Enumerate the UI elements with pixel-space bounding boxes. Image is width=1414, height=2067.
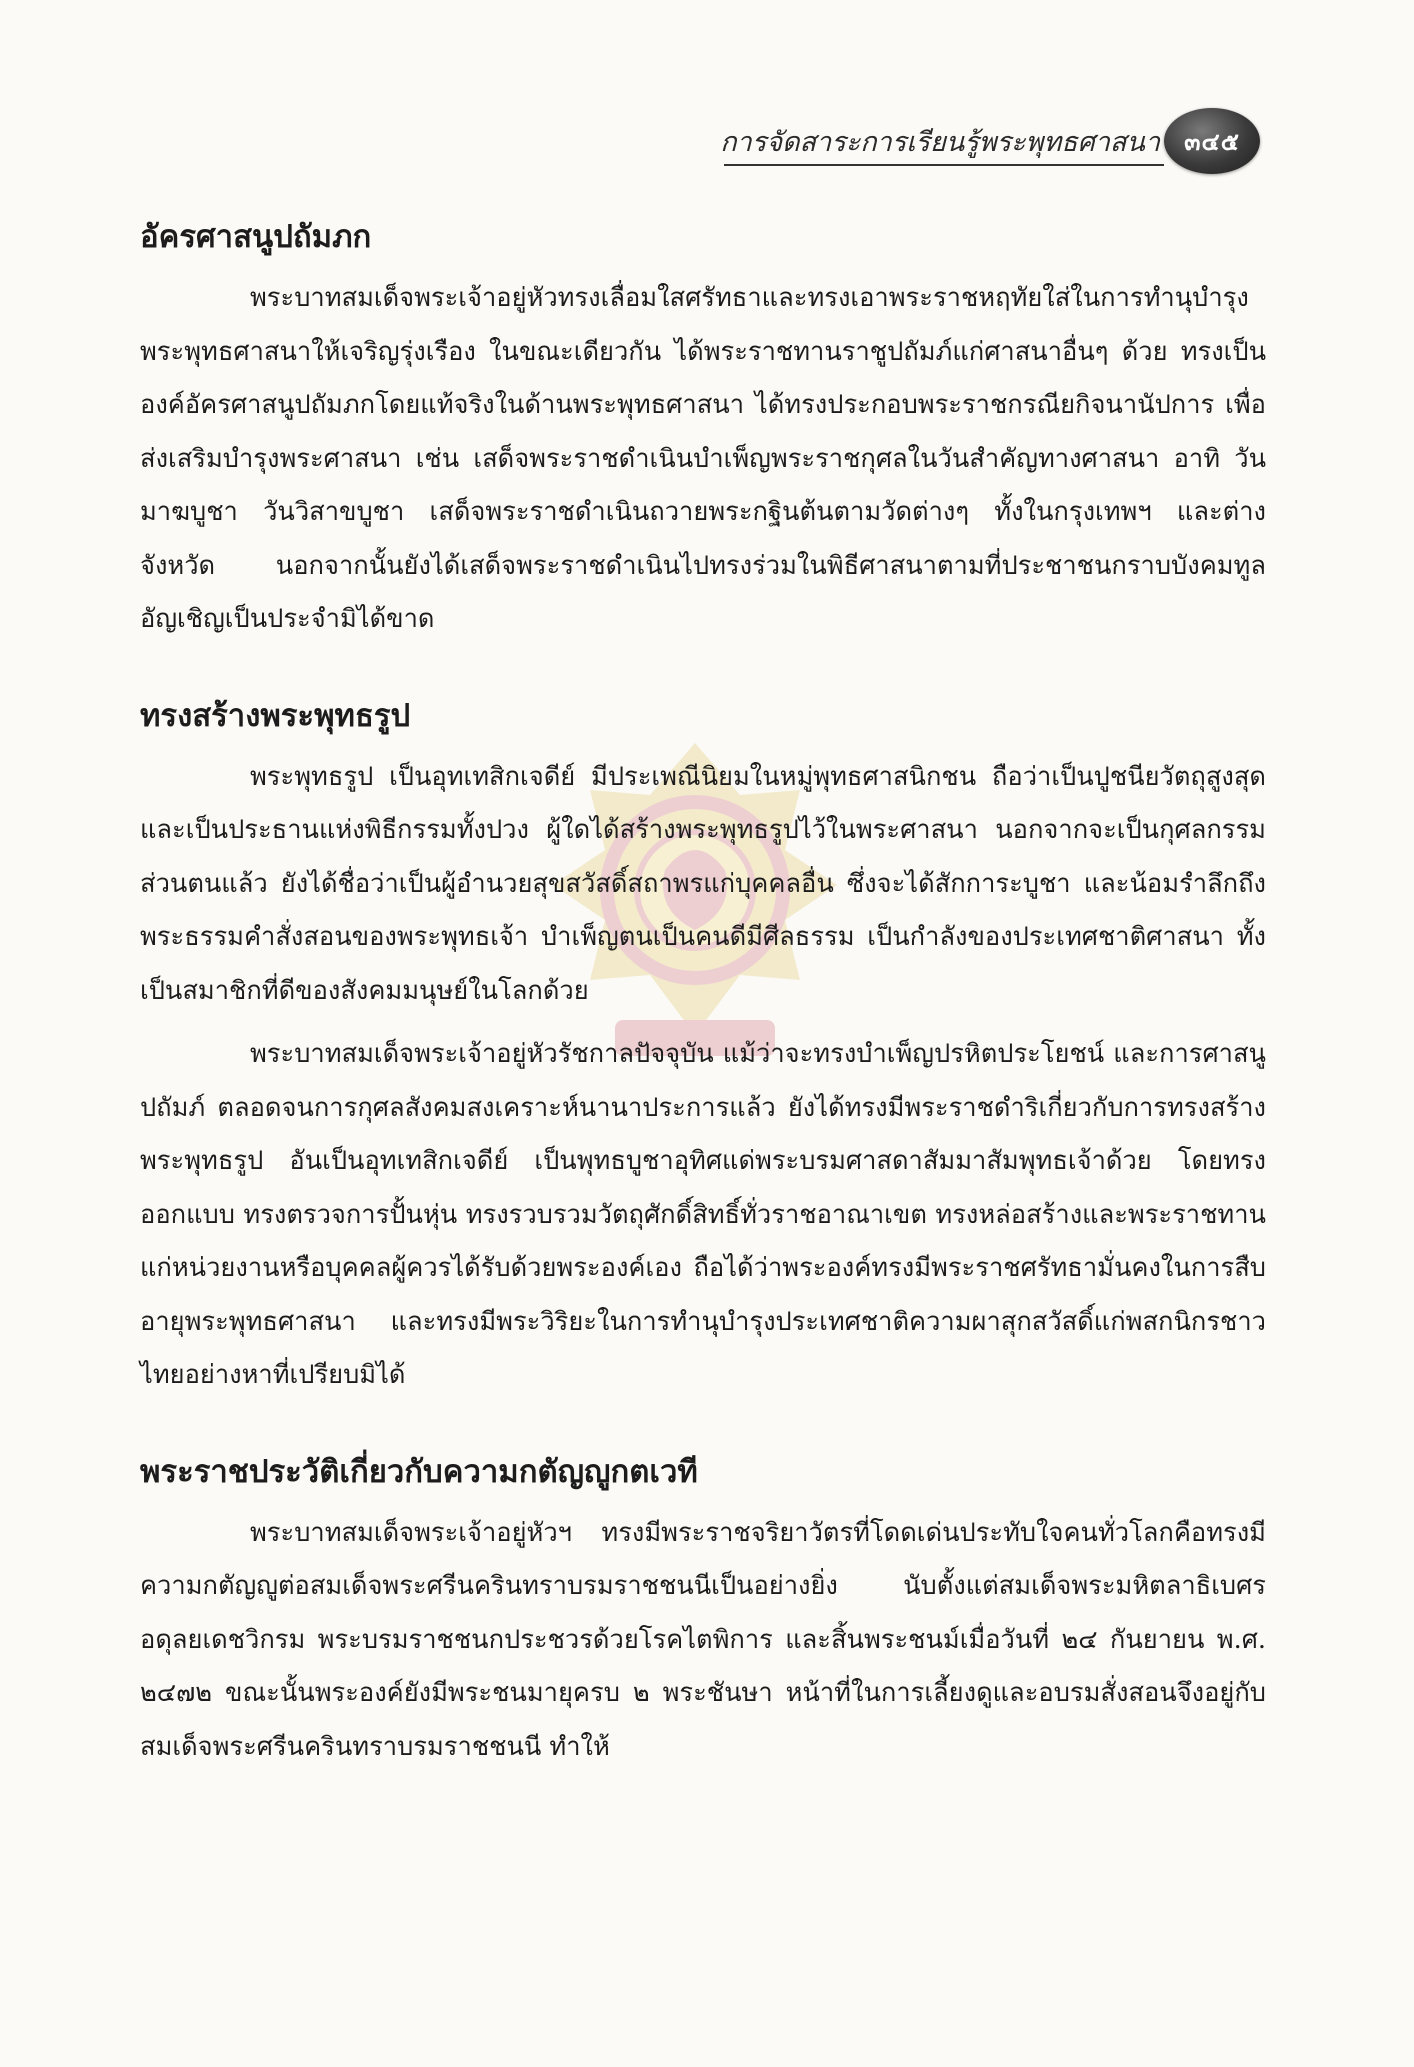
paragraph: พระพุทธรูป เป็นอุทเทสิกเจดีย์ มีประเพณีนิยมในหมู่พุทธศาสนิกชน ถือว่าเป็นปูชนียวัตถุสูงสุด และเป็นประธานแห่งพิธีกรรมทั้งปวง ผู้ใดได้สร้างพระพุทธรูปไว้ในพระศาสนา นอกจากจะเป็นกุศลกรรมส่วนตนแล้ว ยังได้ชื่อว่าเป็นผู้อำนวยสุขสวัสดิ์สถาพรแก่บุคคลอื่น ซึ่งจะได้สักการะบูชา และน้อมรำลึกถึงพระธรรมคำสั่งสอนของพระพุทธเจ้า บำเพ็ญตนเป็นคนดีมีศีลธรรม เป็นกำลังของประเทศชาติศาสนา ทั้งเป็นสมาชิกที่ดีของสังคมมนุษย์ในโลกด้วย bbox=[140, 761, 1266, 1006]
paragraph: พระบาทสมเด็จพระเจ้าอยู่หัวทรงเลื่อมใสศรัทธาและทรงเอาพระราชหฤทัยใส่ในการทำนุบำรุงพระพุทธศาสนาให้เจริญรุ่งเรือง ในขณะเดียวกัน ได้พระราชทานราชูปถัมภ์แก่ศาสนาอื่นๆ ด้วย ทรงเป็นองค์อัครศาสนูปถัมภกโดยแท้จริงในด้านพระพุทธศาสนา ได้ทรงประกอบพระราชกรณียกิจนานัปการ เพื่อส่งเสริมบำรุงพระศาสนา เช่น เสด็จพระราชดำเนินบำเพ็ญพระราชกุศลในวันสำคัญทางศาสนา อาทิ วันมาฆบูชา วันวิสาขบูชา เสด็จพระราชดำเนินถวายพระกฐินต้นตามวัดต่างๆ ทั้งในกรุงเทพฯ และต่างจังหวัด นอกจากนั้นยังได้เสด็จพระราชดำเนินไปทรงร่วมในพิธีศาสนาตามที่ประชาชนกราบบังคมทูลอัญเชิญเป็นประจำมิได้ขาด bbox=[140, 283, 1266, 634]
header-rule bbox=[724, 164, 1164, 166]
page-number-badge bbox=[1164, 108, 1260, 174]
paragraph: พระบาทสมเด็จพระเจ้าอยู่หัวฯ ทรงมีพระราชจริยาวัตรที่โดดเด่นประทับใจคนทั่วโลกคือทรงมีความกตัญญูต่อสมเด็จพระศรีนครินทราบรมราชชนนีเป็นอย่างยิ่ง นับตั้งแต่สมเด็จพระมหิตลาธิเบศร อดุลยเดชวิกรม พระบรมราชชนกประชวรด้วยโรคไตพิการ และสิ้นพระชนม์เมื่อวันที่ ๒๔ กันยายน พ.ศ. ๒๔๗๒ ขณะนั้นพระองค์ยังมีพระชนมายุครบ ๒ พระชันษา หน้าที่ในการเลี้ยงดูและอบรมสั่งสอนจึงอยู่กับสมเด็จพระศรีนครินทราบรมราชชนนี ทำให้ bbox=[140, 1517, 1266, 1762]
section-patron-of-religions bbox=[140, 212, 1266, 647]
page-number: ๓๔๕ bbox=[1184, 127, 1240, 156]
section-heading: ทรงสร้างพระพุทธรูป bbox=[140, 697, 411, 734]
running-title: การจัดสาระการเรียนรู้พระพุทธศาสนา bbox=[720, 127, 1160, 158]
page-header bbox=[700, 106, 1260, 178]
section-heading: พระราชประวัติเกี่ยวกับความกตัญญูกตเวที bbox=[140, 1453, 698, 1490]
section-heading: อัครศาสนูปถัมภก bbox=[140, 219, 372, 255]
section-gratitude bbox=[140, 1447, 1266, 1775]
paragraph: พระบาทสมเด็จพระเจ้าอยู่หัวรัชกาลปัจจุบัน แม้ว่าจะทรงบำเพ็ญปรหิตประโยชน์ และการศาสนูปถัมภ์ ตลอดจนการกุศลสังคมสงเคราะห์นานาประการแล้ว ยังได้ทรงมีพระราชดำริเกี่ยวกับการทรงสร้างพระพุทธรูป อันเป็นอุทเทสิกเจดีย์ เป็นพุทธบูชาอุทิศแด่พระบรมศาสดาสัมมาสัมพุทธเจ้าด้วย โดยทรงออกแบบ ทรงตรวจการปั้นหุ่น ทรงรวบรวมวัตถุศักดิ์สิทธิ์ทั่วราชอาณาเขต ทรงหล่อสร้างและพระราชทานแก่หน่วยงานหรือบุคคลผู้ควรได้รับด้วยพระองค์เอง ถือได้ว่าพระองค์ทรงมีพระราชศรัทธามั่นคงในการสืบอายุพระพุทธศาสนา และทรงมีพระวิริยะในการทำนุบำรุงประเทศชาติความผาสุกสวัสดิ์แก่พสกนิกรชาวไทยอย่างหาที่เปรียบมิได้ bbox=[140, 1039, 1266, 1390]
section-buddha-images bbox=[140, 691, 1266, 1403]
page-content bbox=[140, 212, 1266, 1818]
